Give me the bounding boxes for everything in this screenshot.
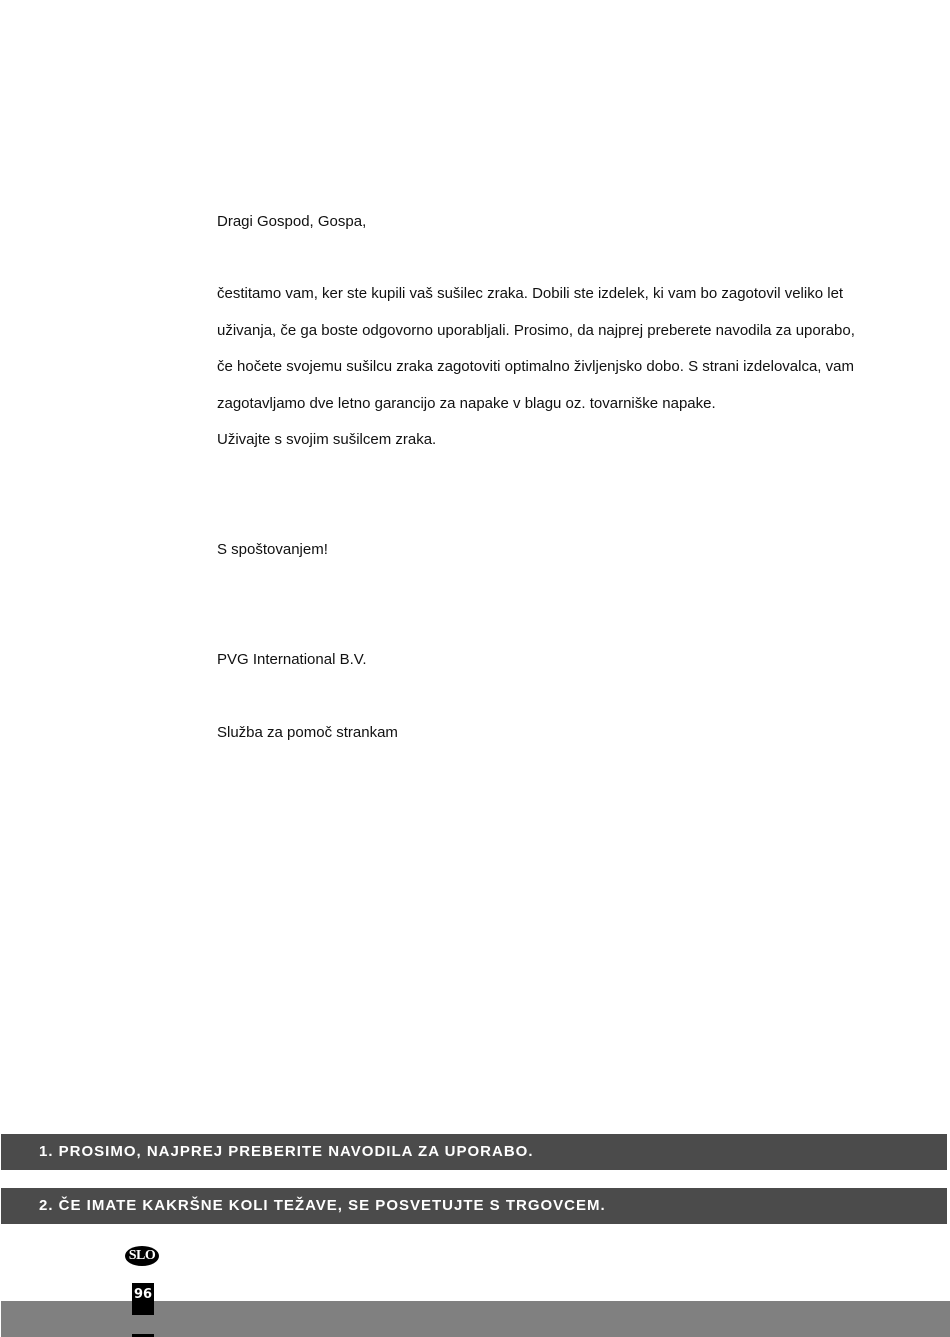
- page-number: 96: [132, 1283, 154, 1315]
- instruction-bar-2: 2. ČE IMATE KAKRŠNE KOLI TEŽAVE, SE POSVETUJTE S TRGOVCEM.: [1, 1188, 947, 1224]
- body-line: Uživajte s svojim sušilcem zraka.: [217, 431, 437, 448]
- greeting: Dragi Gospod, Gospa,: [217, 213, 367, 230]
- body-line: če hočete svojemu sušilcu zraka zagotoviti optimalno življenjsko dobo. S strani izdelovalca, vam: [217, 358, 854, 375]
- language-badge: SLO: [125, 1246, 159, 1266]
- department-name: Služba za pomoč strankam: [217, 724, 398, 741]
- instruction-bar-1: 1. PROSIMO, NAJPREJ PREBERITE NAVODILA ZA UPORABO.: [1, 1134, 947, 1170]
- body-line: čestitamo vam, ker ste kupili vaš sušilec zraka. Dobili ste izdelek, ki vam bo zagotovil veliko let: [217, 285, 844, 302]
- closing: S spoštovanjem!: [217, 541, 328, 558]
- company-name: PVG International B.V.: [217, 651, 367, 668]
- body-line: zagotavljamo dve letno garancijo za napake v blagu oz. tovarniške napake.: [217, 394, 716, 412]
- letter-body: [217, 284, 855, 467]
- body-line: uživanja, če ga boste odgovorno uporabljali. Prosimo, da najprej preberete navodila za uporabo,: [217, 321, 855, 339]
